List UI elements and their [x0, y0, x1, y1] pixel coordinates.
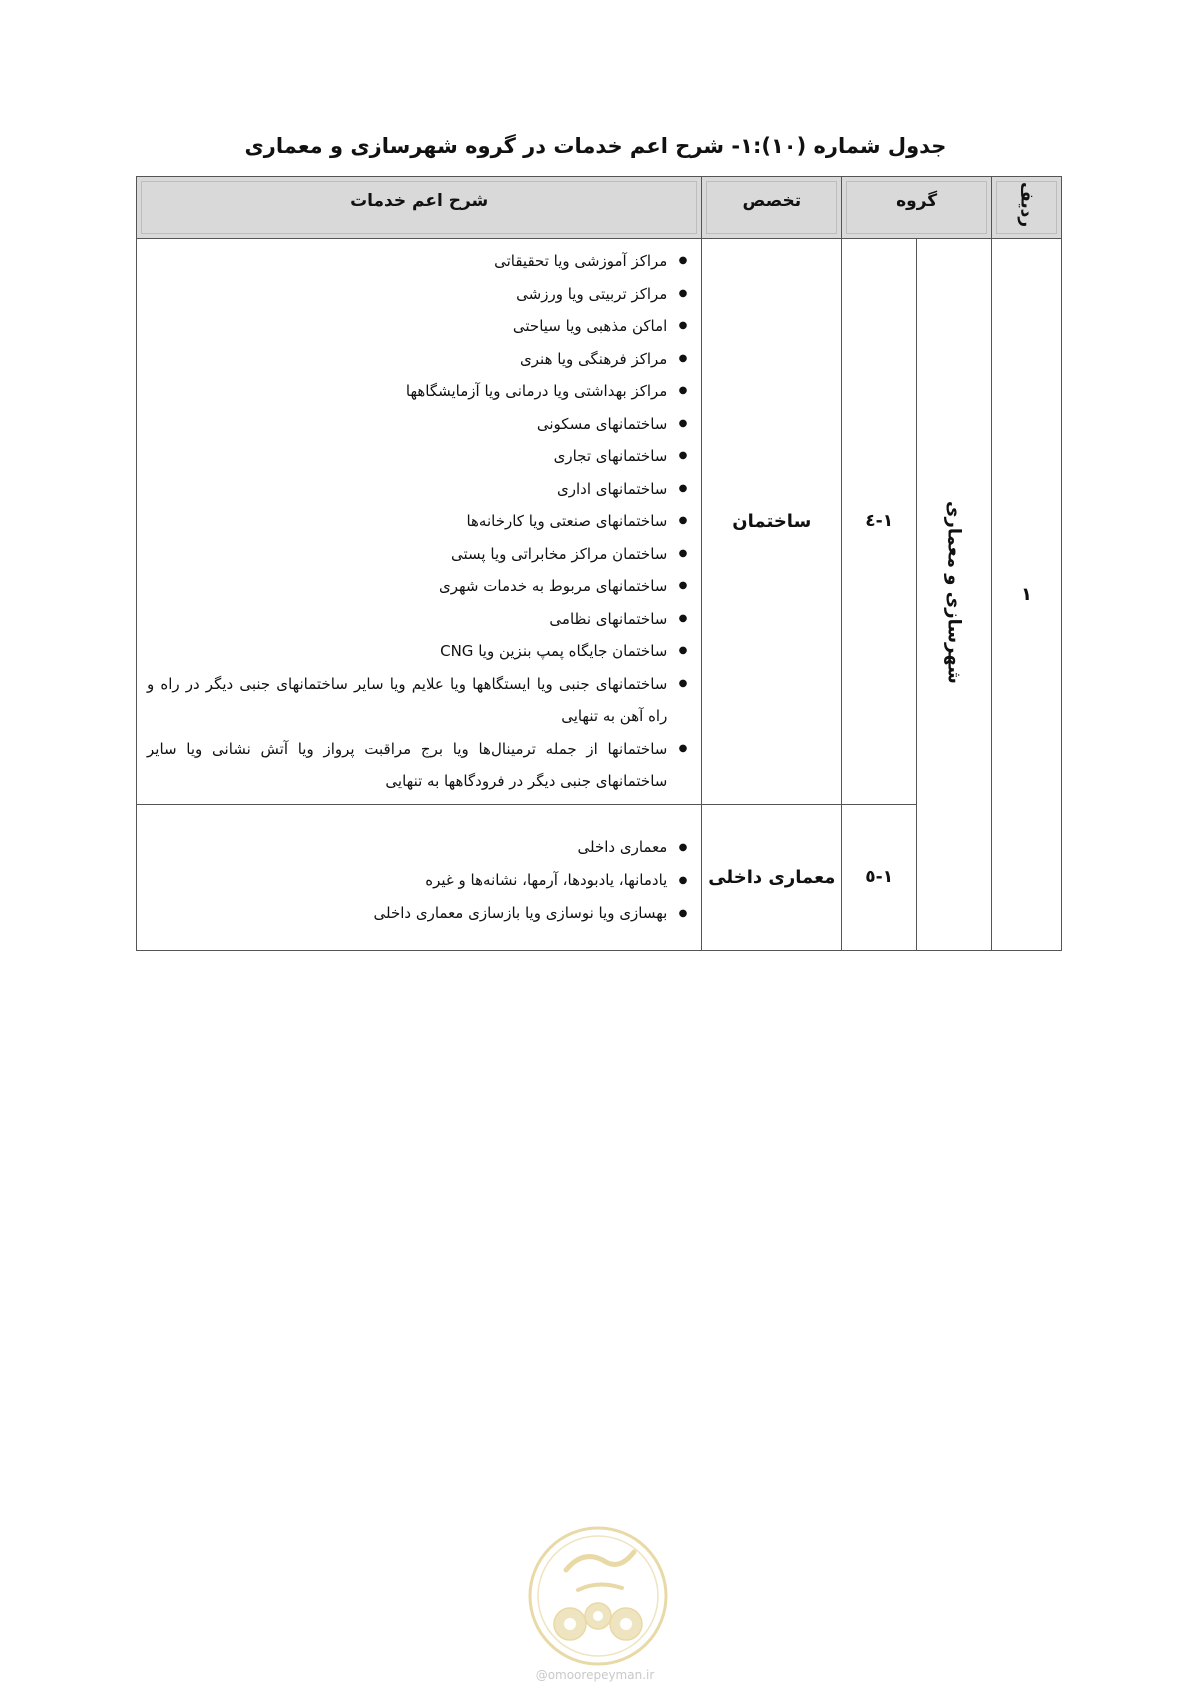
list-item: ● اماکن مذهبی ویا سیاحتی	[147, 310, 689, 343]
list-item: ● ساختمانهای مسکونی	[147, 408, 689, 441]
service-list	[147, 831, 689, 930]
list-item: ● ساختمانهای نظامی	[147, 603, 689, 636]
group-name: شهرسازی و معماری	[943, 500, 965, 684]
list-item: ● ساختمانهای تجاری	[147, 440, 689, 473]
list-item: ● ساختمان مراکز مخابراتی ویا پستی	[147, 538, 689, 571]
header-group: گروه	[842, 177, 992, 239]
omoorepeyman-logo-icon	[526, 1524, 670, 1668]
list-item: ● ساختمانهای جنبی ویا ایستگاهها ویا علایم ویا سایر ساختمانهای جنبی دیگر در راه و راه آهن به تنهایی	[147, 668, 689, 733]
header-description: شرح اعم خدمات	[137, 177, 702, 239]
list-item: ● مراکز بهداشتی ویا درمانی ویا آزمایشگاهها	[147, 375, 689, 408]
list-item: ● ساختمان جایگاه پمپ بنزین ویا CNG	[147, 635, 689, 668]
list-item: ● یادمانها، یادبودها، آرمها، نشانه‌ها و غیره	[147, 864, 689, 897]
list-item: ● ساختمانهای مربوط به خدمات شهری	[147, 570, 689, 603]
list-item: ● مراکز آموزشی ویا تحقیقاتی	[147, 245, 689, 278]
header-specialty: تخصص	[702, 177, 842, 239]
list-item: ● ساختمانهای صنعتی ویا کارخانه‌ها	[147, 505, 689, 538]
group-name-cell	[917, 239, 992, 951]
subgroup-code: ۱-٥	[842, 804, 917, 950]
list-item: ● مراکز فرهنگی ویا هنری	[147, 343, 689, 376]
header-row	[137, 177, 1062, 239]
subgroup-specialty: ساختمان	[702, 239, 842, 805]
list-item: ● ساختمانها از جمله ترمینال‌ها ویا برج مراقبت پرواز ویا آتش نشانی ویا سایر ساختمانهای جنبی دیگر در فرودگاهها به تنهایی	[147, 733, 689, 798]
list-item: ● معماری داخلی	[147, 831, 689, 864]
service-list	[147, 245, 689, 798]
subgroup-specialty: معماری داخلی	[702, 804, 842, 950]
list-item: ● مراکز تربیتی ویا ورزشی	[147, 278, 689, 311]
table-title: جدول شماره (۱۰):۱- شرح اعم خدمات در گروه شهرسازی و معماری	[244, 134, 947, 158]
list-item: ● بهسازی ویا نوسازی ویا بازسازی معماری داخلی	[147, 897, 689, 930]
subgroup-code: ۱-٤	[842, 239, 917, 805]
subgroup-description	[137, 239, 702, 805]
table-row	[137, 239, 1062, 805]
watermark-url: @omoorepeyman.ir	[535, 1668, 655, 1682]
header-row-number: ردیف	[992, 177, 1062, 239]
row-number: ۱	[992, 239, 1062, 951]
list-item: ● ساختمانهای اداری	[147, 473, 689, 506]
services-table	[136, 176, 1062, 951]
subgroup-description	[137, 804, 702, 950]
